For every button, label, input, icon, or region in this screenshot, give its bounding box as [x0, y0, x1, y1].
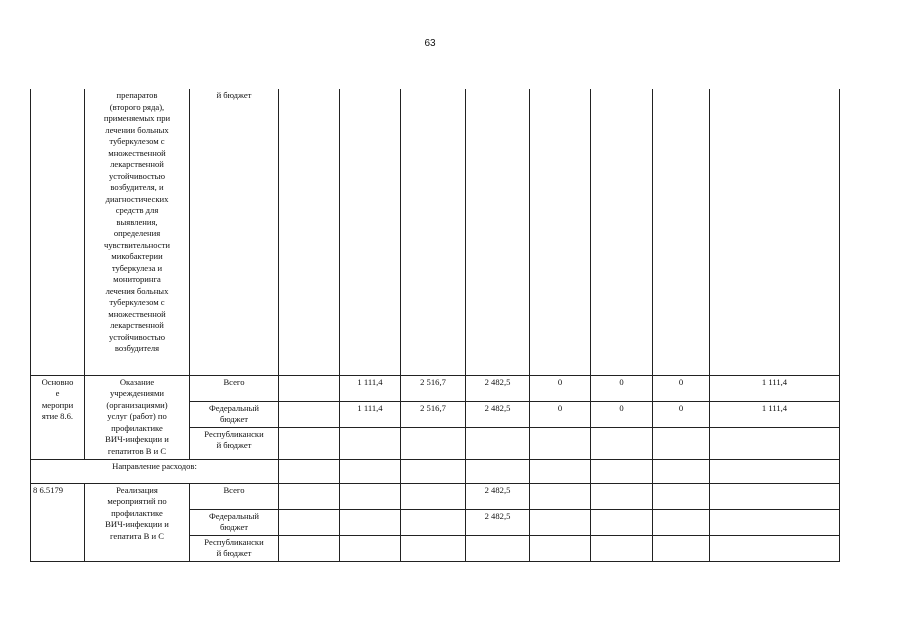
value-cell: 2 482,5	[466, 483, 530, 509]
value-cell	[530, 89, 591, 375]
code-cell: 8 6.5179	[31, 483, 85, 561]
value-cell: 2 516,7	[401, 375, 466, 401]
code-cell	[31, 89, 85, 375]
value-cell	[591, 509, 653, 535]
table-row	[31, 89, 840, 375]
value-cell: 0	[653, 401, 710, 427]
source-cell: Федеральный бюджет	[190, 509, 279, 535]
table-row	[31, 375, 840, 401]
value-cell: 0	[653, 375, 710, 401]
value-cell	[340, 483, 401, 509]
table-row	[31, 483, 840, 509]
value-cell	[530, 535, 591, 561]
source-cell: Республикански й бюджет	[190, 427, 279, 459]
page-number: 63	[424, 38, 436, 49]
value-cell	[279, 459, 340, 483]
value-cell	[653, 89, 710, 375]
value-cell	[401, 459, 466, 483]
value-cell	[340, 459, 401, 483]
value-cell	[530, 483, 591, 509]
value-cell	[653, 427, 710, 459]
value-cell	[401, 535, 466, 561]
value-cell	[401, 427, 466, 459]
value-cell: 2 482,5	[466, 375, 530, 401]
value-cell	[279, 509, 340, 535]
value-cell	[279, 89, 340, 375]
value-cell	[466, 535, 530, 561]
name-cell: Реализация мероприятий по профилактике ВИЧ-инфекции и гепатита В и С	[85, 483, 190, 561]
value-cell	[653, 459, 710, 483]
value-cell	[279, 401, 340, 427]
code-cell: Основно е меропри ятие 8.6.	[31, 375, 85, 459]
value-cell	[340, 535, 401, 561]
value-cell: 2 516,7	[401, 401, 466, 427]
value-cell: 1 111,4	[710, 375, 840, 401]
value-cell	[591, 459, 653, 483]
value-cell	[279, 483, 340, 509]
value-cell	[710, 427, 840, 459]
value-cell	[653, 483, 710, 509]
value-cell	[340, 509, 401, 535]
source-cell: й бюджет	[190, 89, 279, 375]
value-cell	[710, 483, 840, 509]
name-cell: Оказание учреждениями (организациями) услуг (работ) по профилактике ВИЧ-инфекции и гепатитов В и С	[85, 375, 190, 459]
value-cell	[710, 89, 840, 375]
value-cell: 0	[591, 401, 653, 427]
value-cell	[401, 483, 466, 509]
source-cell: Республикански й бюджет	[190, 535, 279, 561]
value-cell	[279, 535, 340, 561]
value-cell	[466, 89, 530, 375]
value-cell: 1 111,4	[710, 401, 840, 427]
value-cell: 2 482,5	[466, 401, 530, 427]
value-cell: 0	[530, 401, 591, 427]
value-cell	[401, 509, 466, 535]
value-cell	[279, 427, 340, 459]
value-cell	[591, 483, 653, 509]
value-cell	[530, 509, 591, 535]
direction-label: Направление расходов:	[31, 459, 279, 483]
value-cell: 0	[530, 375, 591, 401]
table-row	[31, 459, 840, 483]
budget-table	[30, 89, 840, 562]
value-cell: 1 111,4	[340, 401, 401, 427]
value-cell	[653, 535, 710, 561]
value-cell: 1 111,4	[340, 375, 401, 401]
name-cell: препаратов (второго ряда), применяемых при лечении больных туберкулезом с множественной лекарственной устойчивостью возбудителя, и диагностических средств для выявления, определения чувствительности микобактерии туберкулеза и мониторинга лечения больных туберкулезом с множественной лекарственной устойчивостью возбудителя	[85, 89, 190, 375]
source-cell: Всего	[190, 375, 279, 401]
value-cell	[466, 427, 530, 459]
value-cell	[340, 89, 401, 375]
value-cell	[653, 509, 710, 535]
value-cell: 0	[591, 375, 653, 401]
value-cell	[279, 375, 340, 401]
value-cell	[340, 427, 401, 459]
value-cell	[466, 459, 530, 483]
value-cell	[591, 427, 653, 459]
value-cell	[591, 89, 653, 375]
value-cell	[530, 427, 591, 459]
source-cell: Федеральный бюджет	[190, 401, 279, 427]
value-cell	[401, 89, 466, 375]
value-cell	[710, 509, 840, 535]
value-cell	[591, 535, 653, 561]
value-cell	[710, 535, 840, 561]
value-cell	[530, 459, 591, 483]
source-cell: Всего	[190, 483, 279, 509]
value-cell: 2 482,5	[466, 509, 530, 535]
value-cell	[710, 459, 840, 483]
